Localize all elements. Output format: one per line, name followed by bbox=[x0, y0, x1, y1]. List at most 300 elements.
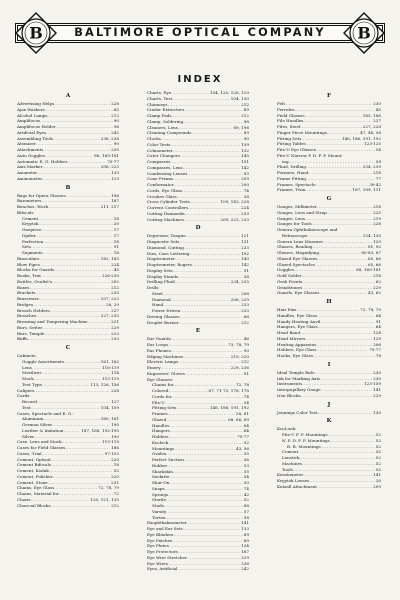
page-numbers: 234, 239 bbox=[362, 164, 381, 170]
index-entry bbox=[147, 217, 249, 223]
page-numbers: 139 bbox=[241, 141, 249, 147]
entry-term: Genera Ophthalmoscope and bbox=[277, 227, 338, 232]
entry-term: Dies, Case Lettering bbox=[147, 250, 190, 256]
page-numbers: 64 bbox=[375, 312, 381, 318]
page-numbers: 65, 66 bbox=[367, 255, 381, 261]
page-numbers: 146, 186, 191, 192 bbox=[341, 135, 381, 141]
entry-term: Cement, Kodak bbox=[17, 468, 49, 473]
page-numbers: 161, 162 bbox=[100, 358, 119, 364]
entry-term: Gold Solder bbox=[277, 273, 302, 278]
page-numbers: 75-77 bbox=[369, 347, 381, 353]
entry-term: KooLook: bbox=[277, 426, 297, 432]
page-numbers: 52 bbox=[113, 468, 119, 473]
entry-term: Ovalex bbox=[152, 451, 167, 457]
page-numbers: 220 bbox=[111, 473, 119, 479]
leader-dots bbox=[319, 290, 367, 296]
page-numbers: 113, 126, 156 bbox=[90, 381, 119, 387]
index-column-2 bbox=[147, 90, 249, 572]
entry-term: Perfect Suction bbox=[152, 457, 184, 462]
page-numbers: 231 bbox=[111, 479, 119, 485]
page-numbers: 220 bbox=[111, 456, 119, 462]
page-numbers: 20 bbox=[113, 221, 119, 227]
entry-term: Fits-U Eye Glasses bbox=[277, 147, 316, 152]
page-numbers: 20 bbox=[375, 478, 381, 483]
page-numbers: 67, 71-73, 176, 178 bbox=[208, 388, 249, 393]
entry-term: Amplifocus bbox=[17, 118, 41, 124]
page-numbers: 212 bbox=[111, 284, 119, 290]
page-numbers: 131 bbox=[241, 239, 249, 244]
entry-term: Color Tests bbox=[147, 141, 171, 147]
index-entry bbox=[17, 503, 119, 509]
page-numbers: 91 bbox=[243, 267, 249, 273]
page-numbers: 80-83, 87 bbox=[361, 250, 381, 255]
page-numbers: 54 bbox=[243, 399, 249, 405]
page-numbers: 114 bbox=[111, 370, 119, 376]
index-entry bbox=[147, 320, 249, 326]
entry-term: Eye and Ear Sets bbox=[147, 526, 183, 531]
page-numbers: 52 bbox=[375, 449, 381, 455]
entry-term: Drilling Fluid bbox=[147, 279, 175, 285]
page-numbers: 233 bbox=[241, 308, 249, 313]
entry-term: Handy Heating Anvil bbox=[277, 318, 321, 324]
page-numbers: 226-230 bbox=[101, 273, 119, 278]
page-numbers: 65 bbox=[113, 106, 119, 112]
entry-term: Steel bbox=[152, 290, 163, 296]
entry-term: Cords, Eye Glass bbox=[147, 187, 183, 193]
page-numbers: 91 bbox=[375, 318, 381, 324]
page-numbers: 212 bbox=[111, 112, 119, 118]
page-numbers: 141 bbox=[241, 520, 249, 526]
page-numbers: 128 bbox=[373, 330, 381, 335]
page-numbers: 55 bbox=[243, 451, 249, 457]
page-numbers: 52 bbox=[375, 466, 381, 472]
page-numbers: 230 bbox=[373, 375, 381, 381]
entry-term: Case, Lens and Stock bbox=[17, 439, 62, 445]
entry-term: Boxes bbox=[17, 284, 30, 290]
page-numbers: 72, 78, 79 bbox=[360, 307, 381, 312]
company-logo-left bbox=[15, 12, 57, 54]
entry-term: Fitting Sets bbox=[152, 405, 177, 411]
page-numbers: 98 bbox=[243, 118, 249, 124]
entry-term: Burs, Setter bbox=[17, 324, 43, 330]
entry-term: Auto Goggles bbox=[17, 152, 45, 158]
section-letter: I bbox=[327, 361, 331, 368]
logo-letter: B bbox=[357, 23, 371, 43]
index-title: INDEX bbox=[177, 74, 223, 85]
page-numbers: 141 bbox=[373, 472, 381, 478]
page-numbers: 42 bbox=[243, 491, 249, 497]
entry-term: Perfection bbox=[22, 238, 44, 244]
page-numbers: 52 bbox=[375, 455, 381, 460]
entry-term: Record bbox=[22, 399, 37, 404]
entry-term: Fitting Sets bbox=[277, 135, 302, 141]
entry-term: Chains, Eye Glass bbox=[17, 485, 55, 491]
company-logo-right bbox=[343, 12, 385, 54]
page-numbers: 78 bbox=[375, 353, 381, 358]
page-numbers: 89 bbox=[243, 107, 249, 113]
page-numbers: 54 bbox=[375, 147, 381, 152]
entry-term: Springs bbox=[152, 491, 169, 497]
entry-term: Handles, Eye Glass bbox=[277, 312, 317, 318]
page-numbers: 127 bbox=[111, 399, 119, 404]
page-numbers: 72, 78, 79 bbox=[98, 485, 119, 491]
entry-term: Eye Blinders bbox=[147, 531, 174, 537]
entry-term: Cases for Field Glasses bbox=[17, 445, 66, 450]
entry-term: Cater Changers bbox=[147, 153, 180, 159]
entry-term: Emery bbox=[147, 365, 161, 370]
entry-term: Mountings bbox=[152, 445, 175, 451]
page-numbers: 104, 125, 126, 129 bbox=[209, 90, 249, 95]
page-numbers: 52 bbox=[243, 439, 249, 445]
entry-term: Studs bbox=[152, 503, 164, 508]
entry-term: Colored bbox=[152, 388, 169, 393]
index-entry bbox=[17, 336, 119, 342]
page-numbers: 129 bbox=[373, 335, 381, 341]
entry-term: German Silver bbox=[22, 422, 53, 427]
page-numbers: 18 bbox=[113, 250, 119, 255]
page-numbers: 225 bbox=[373, 209, 381, 215]
entry-term: Cleaners, Lens bbox=[147, 124, 178, 130]
page-numbers: 89 bbox=[243, 537, 249, 543]
page-numbers: 133 bbox=[111, 170, 119, 175]
entry-term: Chairs bbox=[17, 496, 31, 502]
entry-term: Keratometer bbox=[277, 472, 304, 478]
page-numbers: 132 bbox=[241, 147, 249, 153]
index-entry bbox=[277, 484, 381, 490]
page-numbers: 120, 121, 135 bbox=[90, 496, 119, 502]
entry-term: Engravers' Gloves bbox=[147, 370, 185, 376]
entry-term: Clamp Pads bbox=[147, 113, 172, 118]
entry-term: Heating Apparatus bbox=[277, 341, 317, 347]
page-numbers: 43, 56 bbox=[235, 445, 249, 451]
entry-term: Segments bbox=[22, 250, 43, 255]
entry-term: Hangers bbox=[152, 428, 170, 434]
page-numbers: 18 bbox=[113, 462, 119, 468]
entry-term: Dioptrometer, Rogers bbox=[147, 262, 192, 267]
entry-term: Eye Patches bbox=[147, 537, 173, 543]
entry-term: Snaps bbox=[152, 485, 165, 491]
entry-term: Cases, Spectacle and E. G.: bbox=[17, 410, 74, 416]
entry-term: Bifocals bbox=[17, 209, 34, 215]
entry-term: Edging Machines bbox=[147, 353, 184, 359]
page-numbers: 58, 61 bbox=[235, 411, 249, 416]
leader-dots bbox=[42, 176, 110, 182]
entry-term: Cords for bbox=[152, 393, 172, 399]
entry-term: Instruments bbox=[277, 381, 303, 387]
leader-dots bbox=[301, 393, 373, 399]
entry-term: Benches, Work bbox=[17, 204, 48, 209]
entry-term: Formers, Hand bbox=[277, 170, 309, 175]
entry-term: Kocleck bbox=[152, 439, 169, 445]
leader-dots bbox=[179, 320, 241, 326]
leader-dots bbox=[313, 353, 375, 359]
section-letter: E bbox=[195, 328, 201, 335]
page-numbers: 18 bbox=[113, 238, 119, 244]
leader-dots bbox=[317, 484, 372, 490]
page-numbers: 116-119 bbox=[101, 364, 119, 370]
leader-dots bbox=[28, 336, 111, 342]
page-numbers: 146, 188, 191, 192 bbox=[209, 405, 249, 411]
page-numbers: 218 bbox=[373, 273, 381, 278]
page-numbers: 104, 130 bbox=[230, 95, 249, 101]
leader-dots bbox=[184, 217, 219, 223]
entry-term: Files, Steel bbox=[277, 124, 301, 129]
page-numbers: 123-159 bbox=[363, 381, 381, 387]
entry-term: Eye Plates bbox=[147, 543, 169, 549]
page-numbers: 227, 228 bbox=[362, 124, 381, 129]
entry-term: N. P. D. F. P. Mountings bbox=[282, 437, 330, 443]
entry-term: Silver bbox=[22, 433, 35, 439]
leader-dots bbox=[305, 187, 351, 193]
entry-term: Bottles, Oculist's bbox=[17, 278, 53, 284]
page-numbers: 230 bbox=[373, 101, 381, 106]
entry-term: Artificial Eyes bbox=[17, 129, 47, 135]
entry-term: Glazed Spectacles bbox=[277, 261, 315, 267]
entry-term: Bags for Opera Glasses bbox=[17, 192, 66, 198]
entry-term: Cement bbox=[22, 215, 39, 221]
entry-term: Ear Guards bbox=[147, 336, 171, 342]
index-entry bbox=[277, 353, 381, 359]
entry-term: Shur-On bbox=[152, 480, 170, 485]
page-numbers: 54 bbox=[243, 474, 249, 480]
page-numbers: 209, 223, 233 bbox=[220, 216, 249, 222]
entry-term: Holders, Eye Glass bbox=[277, 347, 317, 353]
entry-term: Kutzall Attachment bbox=[277, 483, 317, 489]
page-numbers: 52 bbox=[375, 432, 381, 437]
entry-term: Aluminum bbox=[22, 416, 44, 422]
page-numbers: 130 bbox=[373, 409, 381, 415]
page-numbers: 212 bbox=[241, 319, 249, 325]
entry-term: Cement Bifocals bbox=[17, 462, 51, 468]
entry-term: Goggle Assortments bbox=[22, 358, 64, 364]
entry-term: Frame Fitting bbox=[277, 175, 306, 181]
page-numbers: 68 bbox=[243, 313, 249, 319]
page-numbers: 96 bbox=[113, 124, 119, 129]
company-banner bbox=[15, 12, 385, 54]
page-numbers: 143 bbox=[241, 256, 249, 262]
page-numbers: 191 bbox=[241, 159, 249, 164]
entry-term: Eye Glasses: bbox=[147, 376, 174, 382]
page-numbers: 234, 235 bbox=[230, 279, 249, 285]
page-numbers: 223 bbox=[111, 330, 119, 336]
page-numbers: 200 bbox=[241, 182, 249, 187]
entry-term: Assembling Tools bbox=[17, 135, 54, 141]
entry-term: Field Glasses bbox=[277, 112, 305, 118]
entry-term: Handles bbox=[152, 422, 170, 428]
entry-term: Atomizer bbox=[17, 141, 36, 147]
page-numbers: 219, 220 bbox=[230, 353, 249, 359]
page-numbers: 45 bbox=[113, 267, 119, 273]
page-numbers: 43, 62 bbox=[367, 290, 381, 296]
page-numbers: 228 bbox=[111, 387, 119, 393]
index-entry bbox=[277, 393, 381, 399]
page-numbers: 75-77 bbox=[237, 434, 249, 439]
entry-term: Sets bbox=[22, 244, 31, 250]
page-numbers: 74 bbox=[243, 393, 249, 399]
entry-term: Gauges, Millimeter bbox=[277, 204, 317, 209]
entry-term: Varsity bbox=[152, 508, 167, 514]
page-numbers: 228 bbox=[373, 221, 381, 227]
page-numbers: 206 bbox=[373, 341, 381, 347]
page-numbers: 233 bbox=[111, 336, 119, 342]
entry-term: Axometer bbox=[17, 170, 38, 175]
page-numbers: 209 bbox=[241, 176, 249, 182]
page-numbers: 64 bbox=[243, 428, 249, 434]
entry-term: Leather & Imitation bbox=[22, 427, 64, 433]
section-letter: B bbox=[65, 184, 71, 191]
page-numbers: 123-125 bbox=[363, 141, 381, 147]
page-numbers: 91 bbox=[113, 244, 119, 250]
page-numbers: 58 bbox=[243, 514, 249, 520]
entry-term: Test bbox=[22, 404, 31, 410]
entry-term: Dioptrometer bbox=[147, 256, 176, 262]
page-numbers: 123 bbox=[111, 175, 119, 181]
page-numbers: 134 bbox=[241, 543, 249, 549]
entry-term: Bronzing and Tempering Machine bbox=[17, 319, 88, 324]
page-numbers: 212 bbox=[241, 359, 249, 365]
page-numbers: 74 bbox=[243, 485, 249, 491]
entry-term: Cards: bbox=[17, 393, 31, 399]
entry-term: Rubber bbox=[152, 462, 168, 468]
entry-term: Goggles bbox=[277, 267, 294, 273]
entry-term: Conformator bbox=[147, 182, 174, 187]
page-numbers: 229, 236 bbox=[230, 365, 249, 370]
entry-term: Clamp, Soldering bbox=[147, 118, 184, 124]
entry-term: Ajax Washers bbox=[17, 106, 45, 112]
page-numbers: 38 bbox=[243, 193, 249, 199]
entry-term: Chains, Material for bbox=[17, 491, 59, 496]
page-numbers: 97-103 bbox=[104, 450, 119, 456]
entry-term: Diagnostic Sets bbox=[147, 239, 180, 244]
entry-term: Drills: bbox=[147, 285, 160, 290]
entry-term: Cement, Polisher bbox=[17, 473, 53, 479]
page-numbers: 129 bbox=[373, 238, 381, 244]
entry-term: Lens bbox=[22, 364, 32, 370]
page-numbers: 229 bbox=[241, 554, 249, 560]
entry-term: Guards, Eye Glasses bbox=[277, 290, 320, 296]
page-numbers: 64 bbox=[243, 422, 249, 428]
entry-term: Hair Pins bbox=[277, 307, 297, 312]
entry-term: Colmometer bbox=[147, 147, 173, 153]
page-numbers: 227 bbox=[111, 307, 119, 313]
entry-term: Chains for bbox=[152, 382, 174, 388]
page-numbers: 218 bbox=[373, 204, 381, 209]
page-numbers: 62 bbox=[375, 278, 381, 284]
entry-term: Axonometer bbox=[17, 175, 43, 181]
entry-term: Cleaning Compounds bbox=[147, 130, 192, 136]
page-numbers: 17 bbox=[113, 227, 119, 232]
entry-term: Tools bbox=[282, 466, 293, 472]
page-numbers: 134, 135 bbox=[362, 232, 381, 238]
company-name: BALTIMORE OPTICAL COMPANY bbox=[74, 26, 326, 39]
page-numbers: 187 bbox=[111, 198, 119, 204]
entry-term: Droplet Burner bbox=[147, 319, 179, 325]
entry-term: Fluid, Drilling bbox=[277, 164, 307, 170]
page-numbers: 115-119 bbox=[101, 376, 119, 381]
page-numbers: 208, 229 bbox=[230, 296, 249, 302]
entry-term: ing bbox=[282, 158, 289, 164]
page-numbers: 209 bbox=[373, 483, 381, 489]
section-letter: J bbox=[327, 401, 331, 408]
page-numbers: 65, 66 bbox=[367, 261, 381, 267]
entry-term: Frames, Spectacle bbox=[277, 181, 316, 187]
page-numbers: 57 bbox=[243, 508, 249, 514]
page-numbers: 187, 188, 192-195 bbox=[81, 427, 119, 433]
entry-term: Brassware bbox=[17, 296, 39, 301]
entry-term: Ink for Marking Axis bbox=[277, 375, 320, 381]
page-numbers: 90 bbox=[113, 141, 119, 147]
page-numbers: 28, 29 bbox=[105, 301, 119, 307]
entry-term: Advertising Helps bbox=[17, 101, 55, 106]
entry-term: Display Stands bbox=[147, 273, 178, 279]
page-numbers: 208 bbox=[241, 290, 249, 296]
entry-term: Cases, Trial bbox=[17, 450, 42, 456]
page-numbers: 221 bbox=[111, 319, 119, 324]
page-numbers: 72 bbox=[113, 491, 119, 496]
page-numbers: 109, 143, 228 bbox=[220, 199, 249, 205]
index-entry bbox=[17, 176, 119, 182]
entry-term: Alcohol Lamps bbox=[17, 112, 48, 118]
page-numbers: 53 bbox=[243, 462, 249, 468]
leader-dots bbox=[318, 410, 373, 416]
entry-term: Glasses, Reading bbox=[277, 244, 313, 250]
page-numbers: 74 bbox=[243, 187, 249, 193]
entry-term: Broach Holders bbox=[17, 307, 50, 313]
entry-term: Fits-U F. P. Mountings bbox=[282, 432, 328, 437]
page-numbers: 190 bbox=[111, 422, 119, 427]
page-numbers: 72, 78 bbox=[235, 382, 249, 388]
entry-term: Frames bbox=[152, 411, 168, 416]
entry-term: Cutting Diamonds bbox=[147, 210, 185, 216]
page-numbers: 218 bbox=[373, 170, 381, 175]
section-letter: C bbox=[65, 345, 71, 351]
index-entry bbox=[147, 566, 249, 572]
entry-term: Frames, Twin bbox=[277, 187, 306, 193]
entry-term: Cutting Machines bbox=[147, 216, 184, 222]
entry-term: Current Controllers bbox=[147, 205, 189, 210]
entry-term: Jennings Color Test bbox=[277, 409, 318, 415]
page-numbers: 227, 235 bbox=[100, 313, 119, 319]
page-numbers: 185, 186 bbox=[362, 112, 381, 118]
page-numbers: 233 bbox=[241, 210, 249, 216]
page-numbers: 46 bbox=[243, 336, 249, 342]
page-numbers: 88, 165-181 bbox=[94, 152, 119, 158]
entry-term: Fitting Tables bbox=[277, 141, 306, 147]
page-numbers: 47, 48, 58 bbox=[360, 129, 381, 135]
page-numbers: 236, 238 bbox=[100, 135, 119, 141]
entry-term: Tortex bbox=[152, 514, 166, 520]
page-numbers: 142 bbox=[241, 262, 249, 267]
entry-term: Burs, Temple bbox=[17, 330, 45, 336]
page-numbers: 75-77 bbox=[107, 158, 119, 164]
entry-term: Gauges for Tools bbox=[277, 221, 312, 227]
entry-term: Kryptok Lenses bbox=[277, 478, 310, 483]
page-numbers: 224 bbox=[241, 205, 249, 210]
entry-term: Attachments bbox=[17, 147, 44, 152]
page-numbers: 121 bbox=[241, 233, 249, 239]
entry-term: R. R. Mountings bbox=[287, 443, 321, 449]
entry-term: Opifex bbox=[22, 232, 36, 238]
page-numbers: 115-119 bbox=[101, 439, 119, 445]
entry-term: Sharkskin bbox=[152, 468, 173, 474]
page-numbers: 56 bbox=[243, 457, 249, 462]
section-letter: D bbox=[195, 225, 201, 232]
section-letter: K bbox=[326, 418, 332, 425]
entry-term: Finger Piece Mountings bbox=[277, 129, 327, 135]
entry-term: Glasses, Magnifying bbox=[277, 250, 319, 255]
page-numbers: 89 bbox=[243, 531, 249, 537]
section-letter: A bbox=[65, 93, 71, 99]
